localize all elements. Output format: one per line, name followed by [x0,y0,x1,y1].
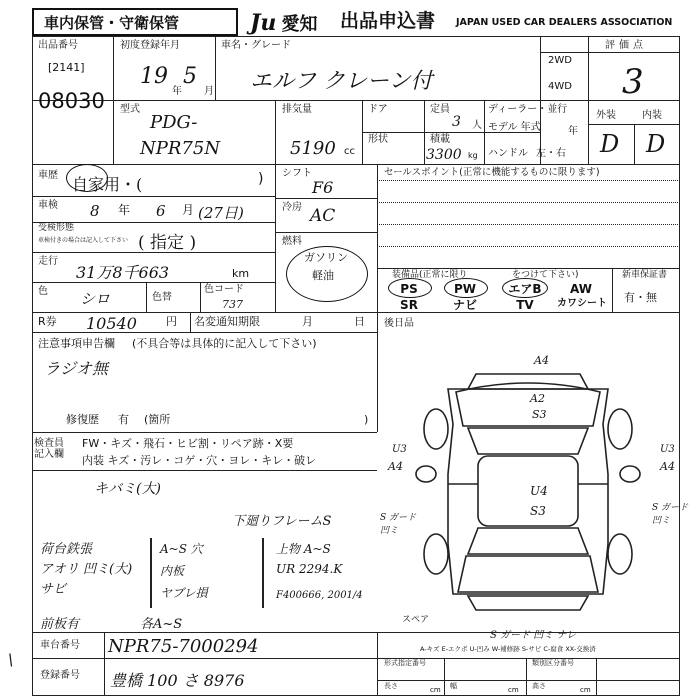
capacity-label: 定員 [430,104,450,115]
length-unit: cm [430,686,441,694]
r-ticket-unit: 円 [166,315,177,328]
car-damage-diagram [378,334,678,630]
inspector-mid-4: 各A~S [140,617,183,632]
mirror-left [416,466,436,482]
shift-value: F6 [312,178,334,197]
notes-instruction: (不具合等は具体的に記入して下さい) [132,337,317,350]
chassis-value: NPR75-7000294 [108,636,259,657]
plate-value: 豊橋 100 さ 8976 [110,671,245,690]
color-label: 色 [38,286,48,297]
diagram-left-u: U3 [392,444,407,455]
diagram-legend: A-キズ E-エクボ U-凹み W-補修跡 S-サビ C-腐食 XX-交換済 [420,645,596,653]
equip-sr: SR [400,298,418,312]
fuel-value-2: 軽油 [312,269,334,282]
inspector-left-4: 前板有 [40,617,80,632]
height-label: 高さ [532,682,546,690]
car-outline [448,389,608,594]
load-unit: kg [468,151,478,160]
notes-content: ラジオ無 [44,359,109,378]
handle-label: ハンドル [488,148,528,159]
form-number-label: 形式指定番号 [384,659,426,667]
history-label: 車歴 [38,170,58,181]
width-label: 幅 [450,682,457,690]
model-year-label: モデル 年式 [488,122,541,133]
inspector-mid-3: ヤブレ損 [160,586,208,600]
plate-label: 登録番号 [40,670,80,681]
recv-value: ( 指定 ) [138,233,197,253]
mileage-value: 31万8千663 [76,263,170,282]
equip-label: 装備品(正常に限り [392,270,468,280]
drive-2wd: 2WD [548,55,572,66]
notice-label: 名変通知期限 [194,315,260,328]
repair-value: 有 [118,413,129,426]
side-mark: \ [8,650,14,669]
notice-day: 日 [354,315,365,328]
shift-label: シフト [282,168,312,179]
rear-bumper [468,596,588,610]
ac-value: AC [310,206,336,226]
wheel-front-left [424,409,448,449]
car-windshield [468,428,588,454]
diagram-front-mid: A2 [530,392,545,405]
score-label: 評価点 [605,40,647,51]
history-circle [66,164,108,192]
first-reg-month: 5 [183,64,197,89]
inspector-fw-line: FW・キズ・飛石・ヒビ割・リペア跡・X要 [82,437,294,450]
diagram-front-s: S3 [532,408,547,421]
inspection-day: (27日) [198,204,244,222]
r-ticket-value: 10540 [86,314,137,333]
diagram-spare: スペア [402,615,430,625]
diagram-right-u: U3 [660,444,675,455]
inspection-year: 8 [90,202,100,220]
equip-pw: PW [453,282,477,296]
load-label: 積載 [430,134,450,145]
repair-label: 修復歴 [66,413,99,426]
inspector-mid-2: 内板 [160,564,185,578]
equip-circle-airbag [502,278,548,298]
interior-label: 内装 [642,110,662,121]
diagram-rear-note: S ガード 凹ミ ナレ [490,630,577,641]
lot-number: 08030 [38,89,105,113]
ac-label: 冷房 [282,202,302,213]
r-ticket-label: R券 [38,315,57,328]
mirror-right [620,466,640,482]
equip-label-tail: をつけて下さい) [512,270,579,280]
body-label: 形状 [368,134,388,145]
name-value: エルフ クレーン付 [250,69,433,94]
diagram-left-mid: S ガード 凹ミ [380,513,417,536]
logo-region: 愛知 [281,14,318,35]
inspector-comment: キバミ(大) [94,481,161,497]
inspector-mid-1: A~S 穴 [160,542,203,556]
diagram-roof-u: U4 [530,484,548,498]
storage-badge-text: 車内保管・守衛保管 [44,14,180,32]
mileage-unit: km [232,267,250,280]
type-value-2: NPR75N [140,138,221,159]
recv-note: 車検付きの場合は記入して下さい [38,237,129,244]
recv-label: 受検形態 [38,223,75,233]
diagram-front-top: A4 [534,354,549,367]
fuel-value: ガソリン [304,251,348,264]
displacement-label: 排気量 [282,104,312,115]
load-value: 3300 [426,147,462,163]
inspector-right-1: 上物 A~S [276,542,331,556]
form-title: 出品申込書 [340,10,436,32]
displacement-unit: cc [344,146,355,157]
later-install-label: 後日品 [384,318,414,329]
exterior-label: 外装 [596,110,616,121]
first-reg-month-unit: 月 [204,86,214,97]
frame-note: 下廻りフレームS [232,514,332,529]
logo-mark: Ju [250,10,277,36]
handle-options: 左・右 [536,148,566,159]
equip-navi: ナビ [452,298,477,312]
diagram-right-mid: S ガード 凹ミ [652,503,689,526]
chassis-label: 車台番号 [40,640,80,651]
inspector-right-3: F400666, 2001/4 [276,590,363,601]
color-value: シロ [80,290,111,308]
fuel-label: 燃料 [282,236,302,247]
first-reg-year-unit: 年 [172,86,182,97]
wheel-front-right [608,409,632,449]
first-reg-label: 初度登録年月 [120,40,180,51]
repair-place: (箇所 [144,413,171,426]
equip-ps: PS [400,282,418,296]
displacement-value: 5190 [290,138,336,159]
first-reg-year: 19 [140,64,168,89]
equip-aw: AW [570,282,592,296]
car-trunk [458,556,598,592]
exterior-value: D [600,130,620,158]
equip-circle-pw [444,278,488,298]
history-value: 自家用・( [72,175,143,194]
inspection-month: 6 [156,202,166,220]
equip-airbag: エアB [508,282,542,296]
color-code-label: 色コード [204,284,244,295]
equip-tv: TV [516,298,534,312]
inspector-left-1: 荷台鉄張 [40,542,93,557]
color-code-value: 737 [222,298,243,311]
notes-label: 注意事項申告欄 [38,337,115,350]
interior-value: D [646,130,666,158]
equip-circle-ps [388,278,432,298]
wheel-rear-left [424,534,448,574]
history-close: ) [258,171,264,187]
inspector-right-2: UR 2294.K [276,562,343,576]
color-replace-label: 色替 [152,292,172,303]
length-label: 長さ [384,682,398,690]
diagram-right-a: A4 [660,460,675,473]
diagram-roof-s: S3 [530,504,546,518]
class-number-label: 類別区分番号 [532,659,574,667]
type-label: 型式 [120,104,140,115]
drive-4wd: 4WD [548,81,572,92]
height-unit: cm [580,686,591,694]
mileage-label: 走行 [38,256,58,267]
association-name: JAPAN USED CAR DEALERS ASSOCIATION [456,17,673,28]
width-unit: cm [508,686,519,694]
equip-leather: カワシート [557,298,607,309]
inspector-left-3: サビ [40,582,67,597]
notice-month: 月 [302,315,313,328]
inspection-label: 車検 [38,200,58,211]
wheel-rear-right [608,534,632,574]
door-label: ドア [368,104,388,115]
name-label: 車名・グレード [221,40,291,51]
storage-badge [32,8,238,36]
inspector-label: 検査員 記入欄 [34,438,64,460]
car-roof [478,456,578,526]
diagram-left-a: A4 [388,460,403,473]
inspector-left-2: アオリ 凹ミ(大) [40,562,133,577]
warranty-label: 新車保証書 [622,270,668,280]
lot-sub: [2141] [48,61,85,74]
inspection-month-unit: 月 [182,203,195,217]
capacity-unit: 人 [472,120,482,131]
inspector-interior-line: 内装 キズ・汚レ・コゲ・穴・ヨレ・キレ・破レ [82,454,317,467]
capacity-value: 3 [452,114,461,130]
warranty-options: 有・無 [624,291,657,304]
car-rear-window [468,528,588,554]
fuel-circle [286,246,368,302]
lot-label: 出品番号 [38,40,78,51]
repair-close: ) [364,413,369,426]
model-year-unit: 年 [568,126,578,137]
sales-point-label: セールスポイント(正常に機能するものに限ります) [384,167,600,178]
score-value: 3 [622,62,644,102]
dealer-label: ディーラー・並行 [488,104,568,115]
inspection-year-unit: 年 [118,203,131,217]
type-value-1: PDG- [150,112,198,133]
logo [250,10,318,36]
